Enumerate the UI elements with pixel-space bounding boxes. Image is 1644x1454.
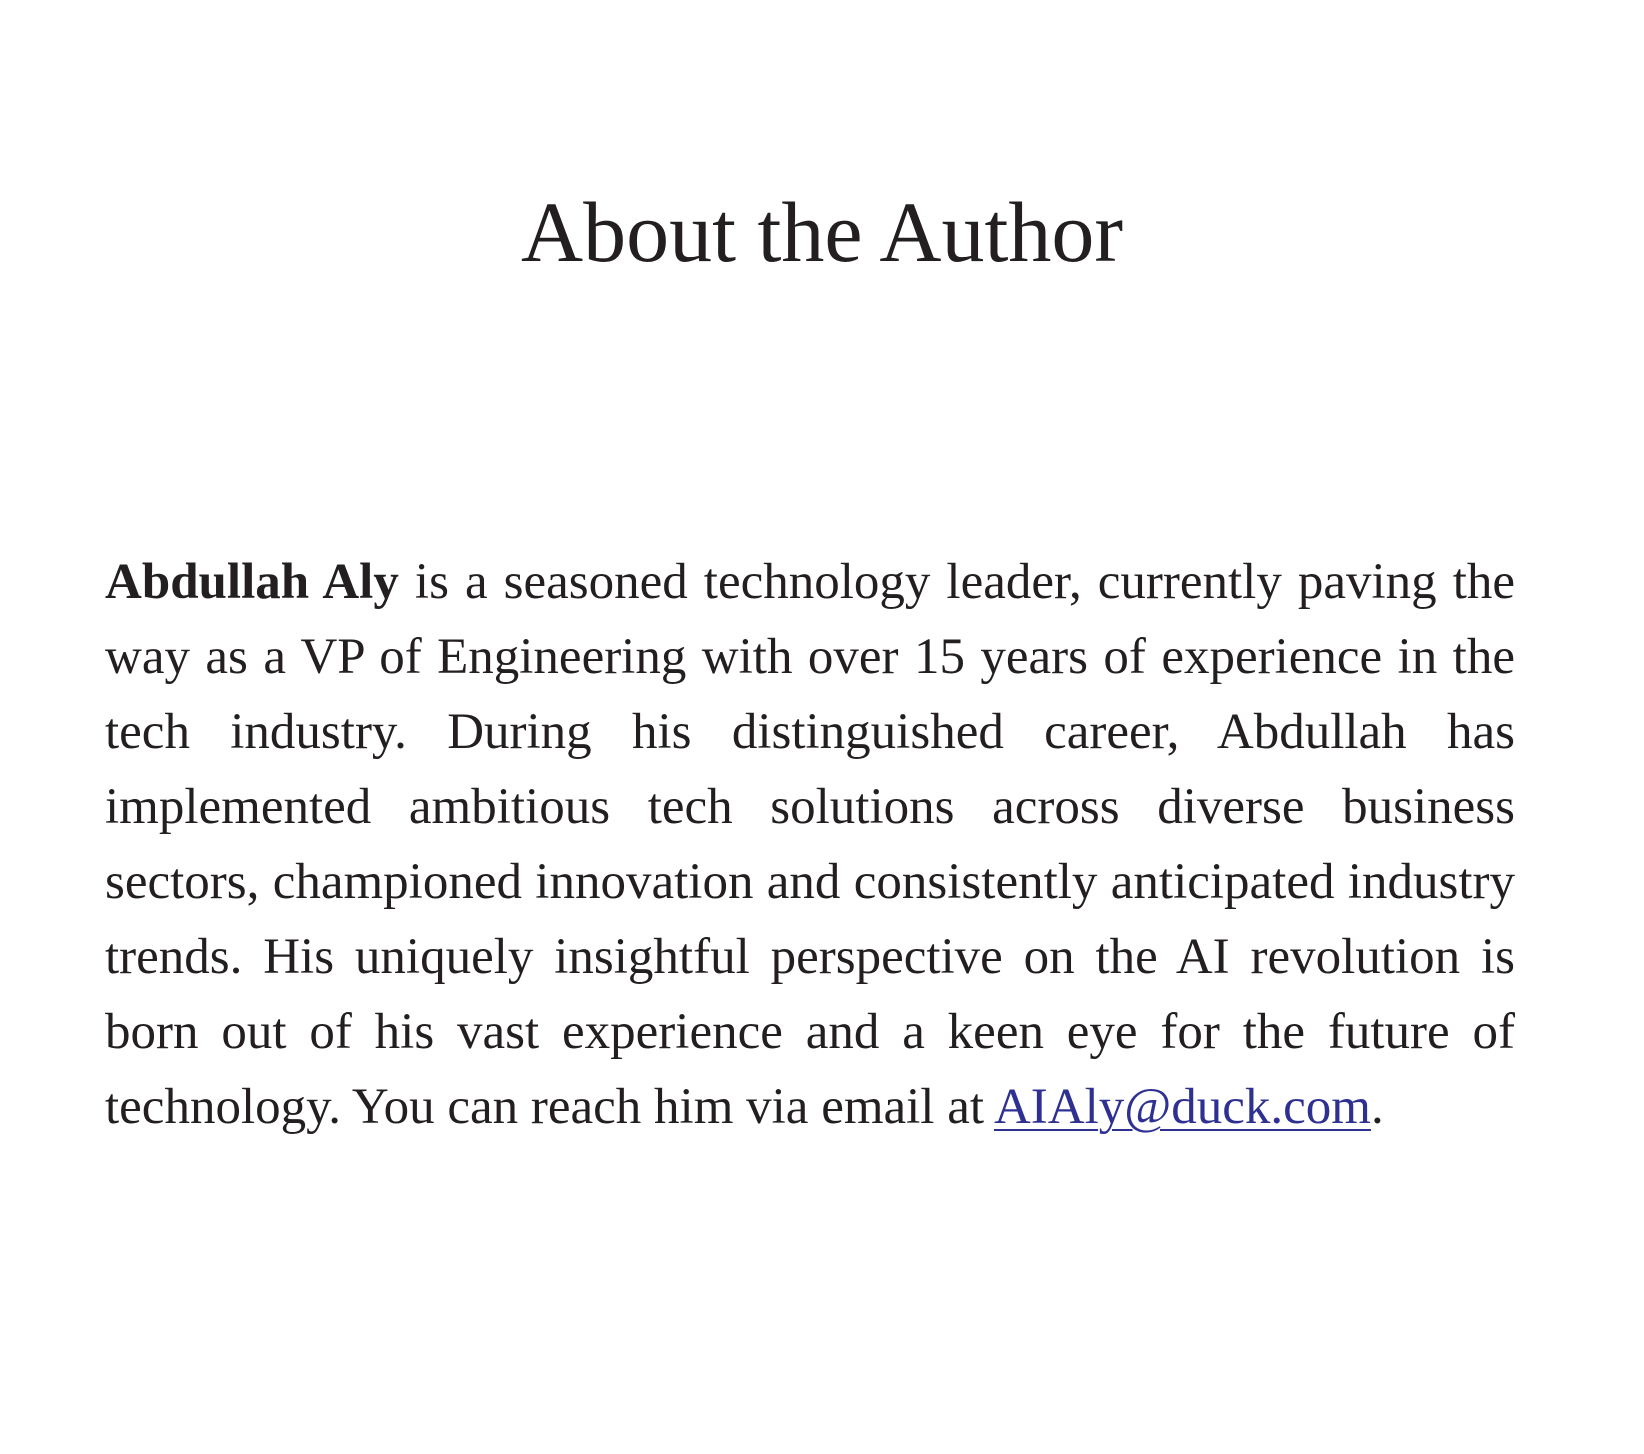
bio-text: is a seasoned technology leader, currently paving the way as a VP of Engineering with over 15 years of experience in the tech industry. During his distinguished career, Abdullah has implemented ambitious tech solutions across diverse business sectors, championed innovation and consistently anticipated industry trends. His uniquely insightful perspective on the AI revolution is born out of his vast experience and a keen eye for the future of technology. You can reach him via email at xyxy=(105,554,1516,1135)
author-bio-paragraph xyxy=(105,545,1515,1145)
bio-text-end: . xyxy=(1370,1079,1384,1135)
page-title: About the Author xyxy=(521,184,1123,280)
author-name: Abdullah Aly xyxy=(105,554,399,610)
email-link[interactable]: AIAly@duck.com xyxy=(993,1079,1371,1135)
